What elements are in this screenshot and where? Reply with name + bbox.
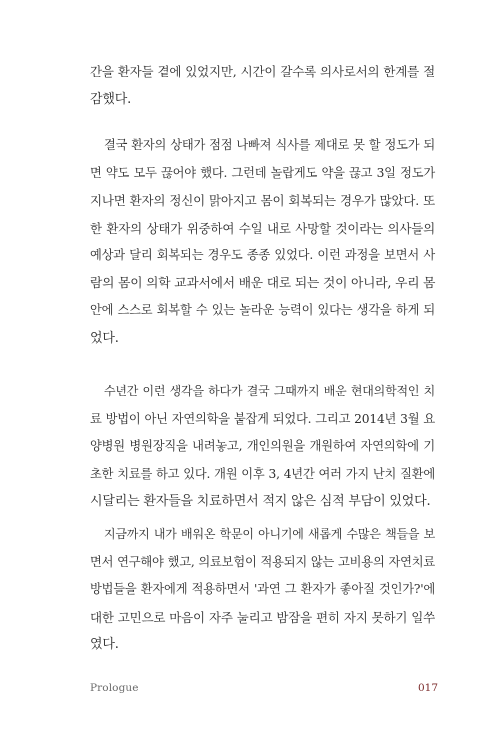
text-line: 대한 고민으로 마음이 자주 눌리고 밤잠을 편히 자지 못하기 일쑤 (90, 609, 435, 625)
text-line: 방법들을 환자에게 적용하면서 '과연 그 환자가 좋아질 것인가?'에 (90, 582, 435, 596)
text-line: 양병원 병원장직을 내려놓고, 개인의원을 개원하여 자연의학에 기 (90, 439, 435, 453)
text-line: 람의 몸이 의학 교과서에서 배운 대로 되는 것이 아니라, 우리 몸 (90, 275, 436, 291)
text-line: 초한 치료를 하고 있다. 개원 이후 3, 4년간 여러 가지 난치 질환에 (90, 466, 435, 481)
text-line: 결국 환자의 상태가 점점 나빠져 식사를 제대로 못 할 정도가 되 (104, 138, 435, 152)
text-line: 지나면 환자의 정신이 맑아지고 몸이 회복되는 경우가 많았다. 또 (90, 193, 435, 208)
paragraph-3 (90, 378, 435, 516)
paragraph-4 (90, 521, 435, 659)
text-line: 한 환자의 상태가 위중하여 수일 내로 사망할 것이라는 의사들의 (90, 220, 435, 236)
paragraph-1 (90, 58, 435, 113)
text-line: 면서 연구해야 했고, 의료보험이 적용되지 않는 고비용의 자연치료 (90, 554, 435, 569)
text-line: 간을 환자들 곁에 있었지만, 시간이 갈수록 의사로서의 한계를 절 (90, 64, 435, 79)
running-footer-section: Prologue (90, 682, 139, 694)
text-line: 시달리는 환자들을 치료하면서 적지 않은 심적 부담이 있었다. (90, 494, 431, 509)
text-line: 었다. (90, 330, 119, 346)
paragraph-2 (90, 132, 435, 352)
page-number: 017 (417, 682, 438, 694)
text-line: 면 약도 모두 끊어야 했다. 그런데 놀랍게도 약을 끊고 3일 정도가 (90, 165, 435, 180)
text-line: 수년간 이런 생각을 하다가 결국 그때까지 배운 현대의학적인 치 (104, 384, 435, 398)
text-line: 예상과 달리 회복되는 경우도 종종 있었다. 이런 과정을 보면서 사 (90, 248, 435, 262)
text-line: 감했다. (90, 91, 132, 107)
text-line: 였다. (90, 637, 119, 652)
text-line: 안에 스스로 회복할 수 있는 놀라운 능력이 있다는 생각을 하게 되 (90, 303, 435, 317)
text-line: 료 방법이 아닌 자연의학을 붙잡게 되었다. 그리고 2014년 3월 요 (90, 411, 435, 426)
text-line: 지금까지 내가 배워온 학문이 아니기에 새롭게 수많은 책들을 보 (104, 527, 435, 541)
